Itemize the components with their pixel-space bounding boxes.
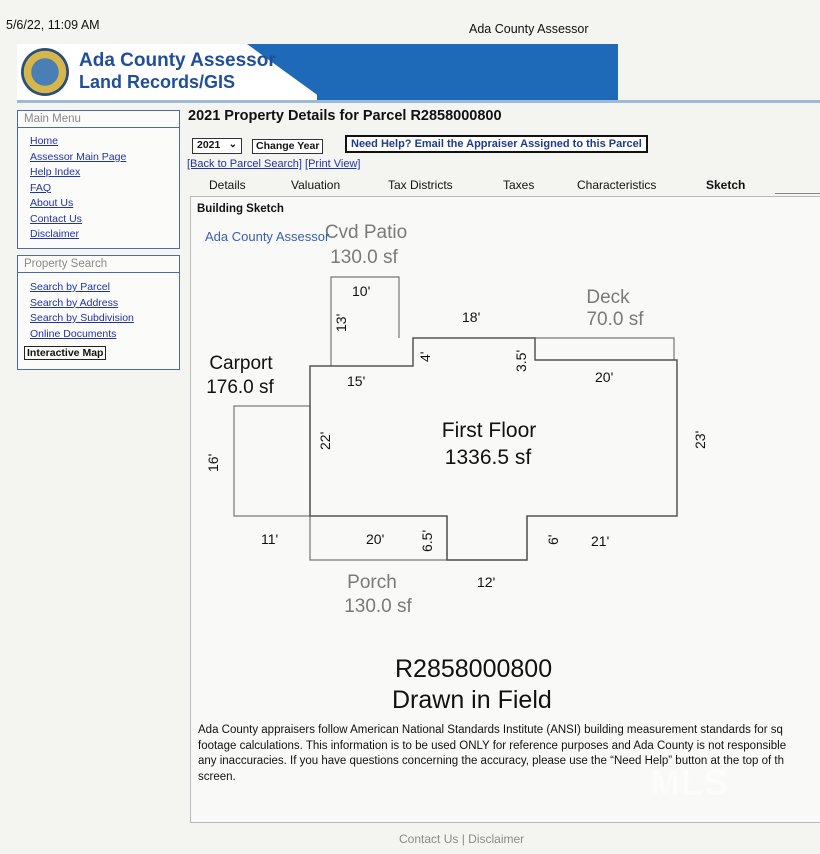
footer-contact-link[interactable]: Contact Us	[399, 832, 459, 846]
dim-step-3-5: 3.5'	[513, 349, 529, 372]
dim-left-22: 22'	[317, 431, 333, 450]
dim-step-4: 4'	[417, 351, 433, 362]
dim-porch-6-5: 6.5'	[419, 529, 435, 552]
deck-outline	[535, 338, 674, 360]
dim-bottom-12: 12'	[477, 574, 496, 590]
search-by-parcel-link[interactable]: Search by Parcel	[30, 281, 110, 293]
property-search-title: Property Search	[18, 256, 179, 273]
carport-outline	[234, 406, 310, 516]
menu-link-contact-us[interactable]: Contact Us	[30, 212, 82, 225]
menu-link-about-us[interactable]: About Us	[30, 197, 74, 209]
main-menu-title: Main Menu	[18, 111, 179, 128]
footer-disclaimer-link[interactable]: Disclaimer	[468, 832, 525, 846]
tab-sketch[interactable]: Sketch	[706, 178, 746, 192]
year-select[interactable]	[192, 138, 242, 154]
area-carport-size: 176.0 sf	[206, 377, 274, 398]
page-links	[187, 158, 360, 170]
dim-patio-depth: 13'	[333, 313, 349, 332]
area-deck-size: 70.0 sf	[586, 309, 644, 330]
area-porch-name: Porch	[347, 572, 397, 593]
banner-title: Ada County Assessor	[79, 50, 276, 71]
dim-bottom-6: 6'	[545, 534, 561, 545]
sketch-watermark: Ada County Assessor	[205, 229, 330, 244]
dim-carport-11: 11'	[261, 531, 279, 547]
main-menu	[17, 110, 180, 249]
interactive-map-button[interactable]: Interactive Map	[24, 346, 106, 360]
dim-carport-16: 16'	[205, 453, 221, 472]
area-cvd-patio-name: Cvd Patio	[324, 222, 408, 243]
dim-right-23: 23'	[692, 430, 708, 449]
print-date: 5/6/22, 11:09 AM	[6, 18, 100, 32]
county-seal-icon	[21, 48, 69, 96]
area-cvd-patio-size: 130.0 sf	[330, 247, 398, 268]
tab-valuation[interactable]: Valuation	[291, 178, 341, 192]
building-sketch	[190, 220, 820, 620]
banner-blue-band	[317, 44, 618, 102]
menu-link-disclaimer[interactable]: Disclaimer	[30, 228, 80, 240]
dim-patio-width: 10'	[352, 283, 371, 299]
print-view-link[interactable]: [Print View]	[305, 158, 361, 170]
disclaimer-text: Ada County appraisers follow American National Standards Institute (ANSI) building measurement standards for sq footage calculations. This information is to be used ONLY for reference purposes and Ada County is not responsible any inaccuracies. If you have questions concerning the accuracy, please use the “Need Help” button at the top of th screen.	[198, 724, 787, 783]
need-help-button[interactable]: Need Help? Email the Appraiser Assigned to this Parcel	[345, 135, 648, 153]
print-page-title: Ada County Assessor	[469, 22, 589, 36]
dim-bottom-21: 21'	[591, 533, 610, 549]
dim-bottom-20: 20'	[366, 531, 385, 547]
change-year-button[interactable]: Change Year	[252, 139, 323, 154]
area-deck-name: Deck	[586, 287, 630, 308]
dim-top-18: 18'	[462, 309, 481, 325]
banner-subtitle: Land Records/GIS	[79, 72, 236, 92]
chevron-down-icon: ⌄	[228, 139, 237, 150]
page-footer	[399, 832, 524, 846]
site-banner	[17, 44, 618, 102]
tab-taxes[interactable]: Taxes	[503, 178, 535, 192]
back-to-parcel-search-link[interactable]: [Back to Parcel Search]	[187, 158, 302, 170]
banner-divider	[17, 100, 820, 103]
search-by-address-link[interactable]: Search by Address	[30, 296, 119, 309]
area-first-floor-size: 1336.5 sf	[444, 446, 532, 469]
dim-top-15: 15'	[347, 373, 366, 389]
tab-tax-districts[interactable]: Tax Districts	[388, 178, 453, 192]
menu-link-help-index[interactable]: Help Index	[30, 166, 81, 178]
porch-right-outline	[447, 516, 527, 560]
area-first-floor-name: First Floor	[441, 419, 537, 442]
tab-characteristics[interactable]: Characteristics	[577, 178, 657, 192]
mls-watermark: MLS	[650, 762, 729, 803]
area-carport-name: Carport	[209, 353, 273, 374]
online-documents-link[interactable]: Online Documents	[30, 327, 117, 340]
drawn-note: Drawn in Field	[392, 686, 552, 714]
tab-details[interactable]: Details	[209, 178, 246, 192]
page-title: 2021 Property Details for Parcel R2858000800	[188, 108, 502, 124]
parcel-id: R2858000800	[395, 655, 553, 683]
sketch-section-label: Building Sketch	[197, 203, 284, 215]
menu-link-faq[interactable]: FAQ	[30, 181, 52, 194]
tab-underline	[775, 193, 820, 194]
property-search-menu	[17, 255, 180, 370]
area-porch-size: 130.0 sf	[344, 596, 412, 617]
footer-separator: |	[461, 832, 465, 846]
search-by-subdivision-link[interactable]: Search by Subdivision	[30, 312, 134, 324]
dim-top-20: 20'	[595, 369, 614, 385]
menu-link-assessor-main[interactable]: Assessor Main Page	[30, 150, 127, 163]
year-select-value: 2021	[197, 139, 221, 151]
menu-link-home[interactable]: Home	[30, 135, 59, 147]
